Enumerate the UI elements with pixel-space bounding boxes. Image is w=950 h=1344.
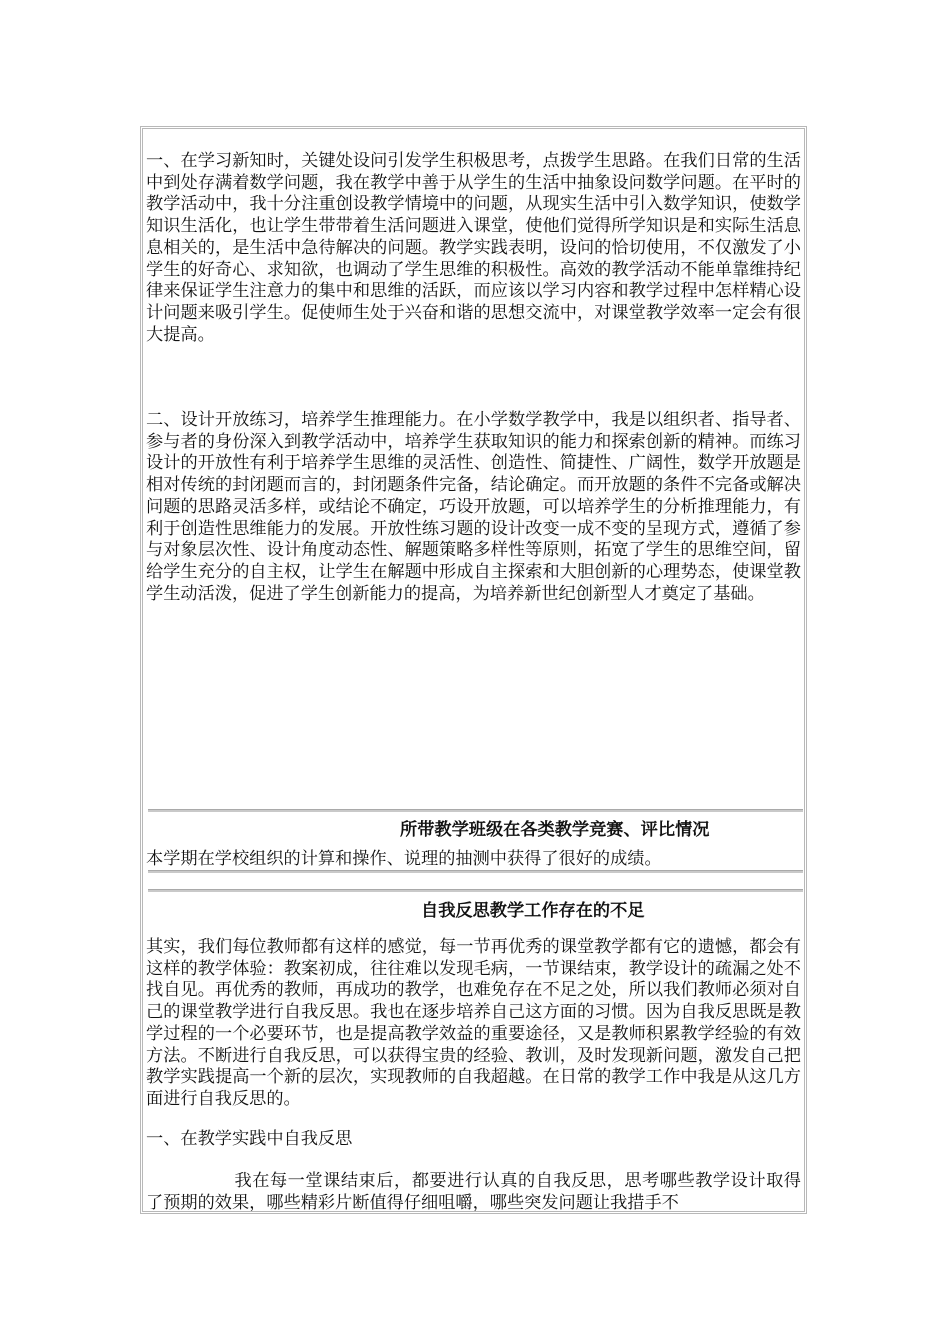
subheading-practice-reflection: 一、在教学实践中自我反思 (146, 1129, 353, 1149)
paragraph-self-reflection: 其实，我们每位教师都有这样的感觉，每一节再优秀的课堂教学都有它的遗憾，都会有这样的教学体验：教案初成，往往难以发现毛病，一节课结束，教学设计的疏漏之处不找自见。再优秀的教师，再成功的教学，也难免存在不足之处，所以我们教师必须对自己的课堂教学进行自我反思。我也在逐步培养自己这方面的习惯。因为自我反思既是教学过程的一个必要环节，也是提高教学效益的重要途径，又是教师积累教学经验的有效方法。不断进行自我反思，可以获得宝贵的经验、教训，及时发现新问题，激发自己把教学实践提高一个新的层次，实现教师的自我超越。在日常的教学工作中我是从这几方面进行自我反思的。 (146, 937, 801, 1109)
section-divider (148, 870, 803, 873)
section-divider (148, 889, 803, 892)
paragraph-competition-results: 本学期在学校组织的计算和操作、说理的抽测中获得了很好的成绩。 (146, 849, 662, 869)
section-heading-shortcomings: 自我反思教学工作存在的不足 (421, 901, 645, 921)
paragraph-after-class-text: 我在每一堂课结束后，都要进行认真的自我反思，思考哪些教学设计取得了预期的效果，哪些精彩片断值得仔细咀嚼，哪些突发问题让我措手不 (146, 1171, 801, 1213)
content-table (140, 126, 807, 1214)
paragraph-open-exercises: 二、设计开放练习，培养学生推理能力。在小学数学教学中，我是以组织者、指导者、参与者的身份深入到教学活动中，培养学生获取知识的能力和探索创新的精神。而练习设计的开放性有利于培养学生思维的灵活性、创造性、简捷性、广阔性，数学开放题是相对传统的封闭题而言的，封闭题条件完备，结论确定。而开放题的条件不完备或解决问题的思路灵活多样，或结论不确定，巧设开放题，可以培养学生的分析推理能力，有利于创造性思维能力的发展。开放性练习题的设计改变一成不变的呈现方式，遵循了参与对象层次性、设计角度动态性、解题策略多样性等原则，拓宽了学生的思维空间，留给学生充分的自主权，让学生在解题中形成自主探索和大胆创新的心理势态，使课堂教学生动活泼，促进了学生创新能力的提高，为培养新世纪创新型人才奠定了基础。 (146, 410, 801, 604)
section-heading-competitions: 所带教学班级在各类教学竞赛、评比情况 (400, 820, 710, 840)
section-divider (148, 809, 803, 812)
paragraph-questioning: 一、在学习新知时，关键处设问引发学生积极思考，点拨学生思路。在我们日常的生活中到处存满着数学问题，我在教学中善于从学生的生活中抽象设问数学问题。在平时的教学活动中，我十分注重创设教学情境中的问题，从现实生活中引入数学知识，使数学知识生活化，也让学生带带着生活问题进入课堂，使他们觉得所学知识是和实际生活息息相关的，是生活中急待解决的问题。教学实践表明，设问的恰切使用，不仅激发了小学生的好奇心、求知欲，也调动了学生思维的积极性。高效的教学活动不能单靠维持纪律来保证学生注意力的集中和思维的活跃，而应该以学习内容和教学过程中怎样精心设计问题来吸引学生。促使师生处于兴奋和谐的思想交流中，对课堂教学效率一定会有很大提高。 (146, 151, 801, 345)
paragraph-after-class (146, 1171, 801, 1214)
